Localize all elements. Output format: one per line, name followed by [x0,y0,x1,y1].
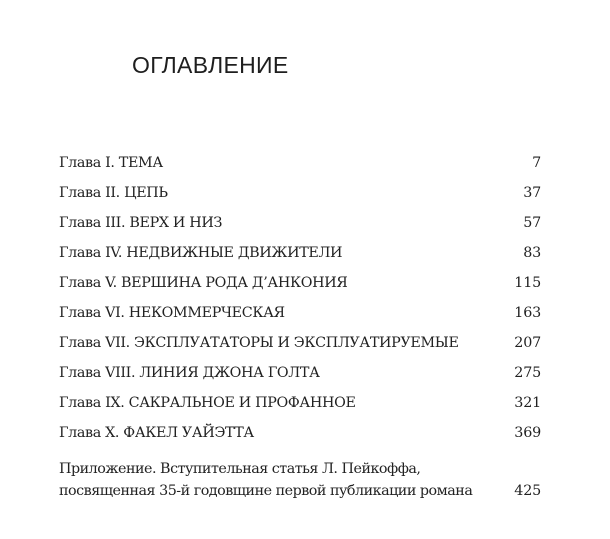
toc-entry-label: Глава I. ТЕМА [59,155,163,171]
toc-entry-page-number: 115 [514,275,541,291]
toc-entry-label: Глава V. ВЕРШИНА РОДА Д’АНКОНИЯ [59,275,348,291]
toc-entry-chapter-1[interactable] [59,151,541,181]
toc-entry-page-number: 275 [514,365,541,381]
toc-entry-page-number: 207 [514,335,541,351]
toc-entry-label: Глава IX. САКРАЛЬНОЕ И ПРОФАННОЕ [59,395,356,411]
table-of-contents [59,151,541,451]
toc-entry-chapter-10[interactable] [59,421,541,451]
toc-entry-page-number: 321 [514,395,541,411]
appendix-label-line-1: Приложение. Вступительная статья Л. Пейкоффа, [59,461,421,477]
toc-entry-label: Глава VI. НЕКОММЕРЧЕСКАЯ [59,305,285,321]
toc-entry-chapter-2[interactable] [59,181,541,211]
toc-entry-chapter-8[interactable] [59,361,541,391]
toc-entry-label: Глава VII. ЭКСПЛУАТАТОРЫ И ЭКСПЛУАТИРУЕМЫЕ [59,335,459,351]
toc-entry-page-number: 57 [523,215,541,231]
toc-entry-appendix[interactable] [59,458,541,502]
toc-entry-chapter-6[interactable] [59,301,541,331]
toc-entry-chapter-9[interactable] [59,391,541,421]
appendix-page-number: 425 [514,483,541,499]
toc-entry-label: Глава III. ВЕРХ И НИЗ [59,215,223,231]
toc-entry-label: Глава II. ЦЕПЬ [59,185,168,201]
toc-entry-chapter-4[interactable] [59,241,541,271]
appendix-label-line-2: посвященная 35-й годовщине первой публикации романа [59,483,473,499]
appendix-label [59,458,472,502]
toc-entry-chapter-5[interactable] [59,271,541,301]
toc-entry-page-number: 37 [523,185,541,201]
toc-entry-chapter-3[interactable] [59,211,541,241]
toc-entry-page-number: 7 [532,155,541,171]
toc-entry-label: Глава X. ФАКЕЛ УАЙЭТТА [59,425,254,441]
page-title: ОГЛАВЛЕНИЕ [132,52,289,78]
toc-entry-page-number: 369 [514,425,541,441]
toc-entry-page-number: 163 [514,305,541,321]
toc-entry-page-number: 83 [523,245,541,261]
toc-entry-chapter-7[interactable] [59,331,541,361]
toc-entry-label: Глава IV. НЕДВИЖНЫЕ ДВИЖИТЕЛИ [59,245,343,261]
toc-entry-label: Глава VIII. ЛИНИЯ ДЖОНА ГОЛТА [59,365,320,381]
